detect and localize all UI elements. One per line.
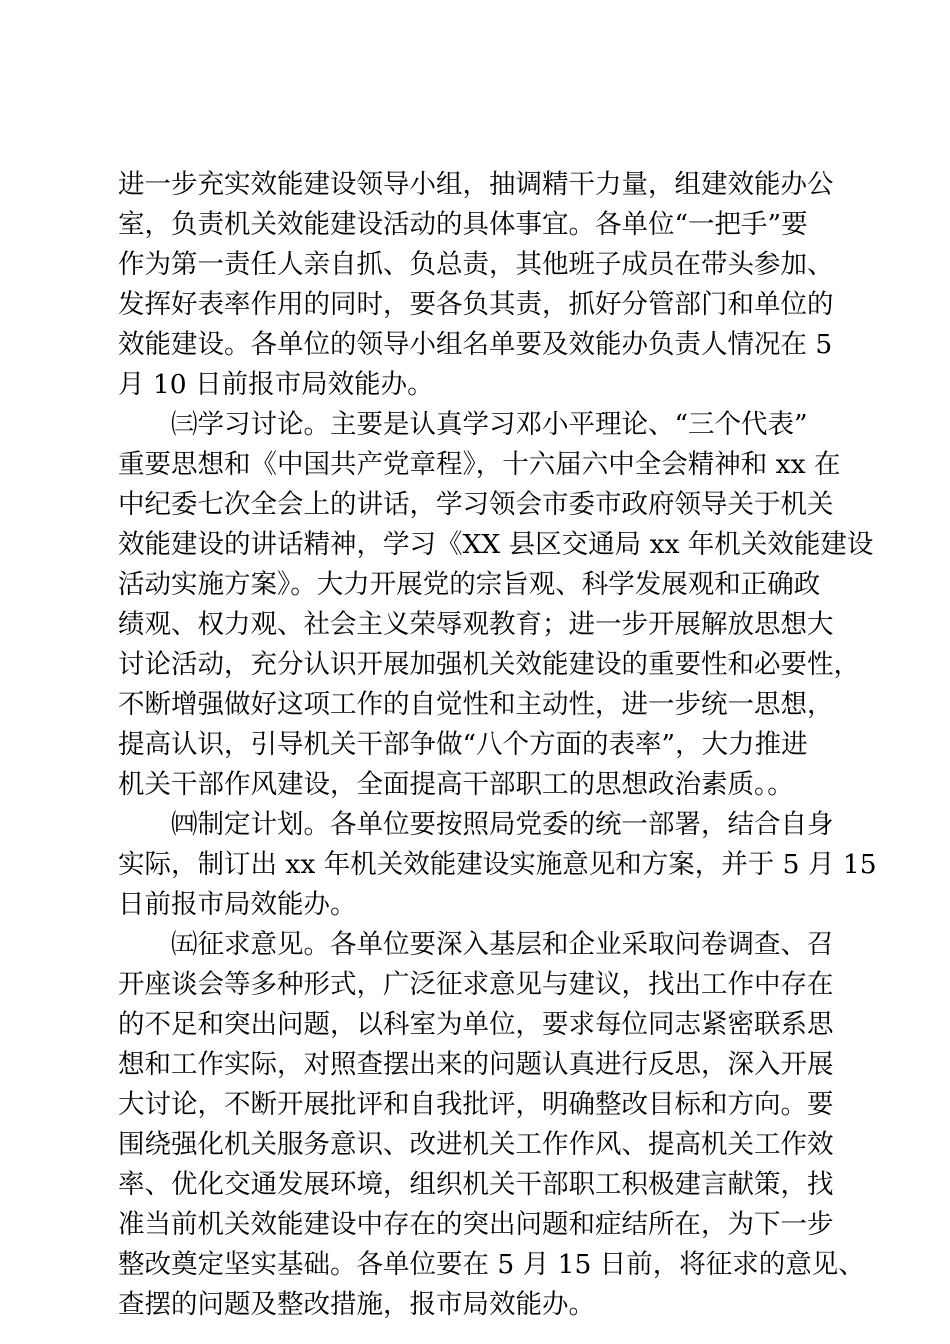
- text-line: 发挥好表率作用的同时，要各负其责，抓好分管部门和单位的: [118, 289, 834, 320]
- text-line: 月 10 日前报市局效能办。: [118, 369, 434, 400]
- text-line: 围绕强化机关服务意识、改进机关工作作风、提高机关工作效: [118, 1129, 834, 1160]
- text-line: 绩观、权力观、社会主义荣辱观教育；进一步开展解放思想大: [118, 609, 834, 640]
- text-line: 讨论活动，充分认识开展加强机关效能建设的重要性和必要性，: [118, 649, 860, 680]
- text-line: 效能建设。各单位的领导小组名单要及效能办负责人情况在 5: [118, 329, 833, 360]
- text-line: 的不足和突出问题，以科室为单位，要求每位同志紧密联系思: [118, 1009, 834, 1040]
- text-line: 效能建设的讲话精神，学习《XX 县区交通局 xx 年机关效能建设: [118, 529, 874, 560]
- text-line: 机关干部作风建设，全面提高干部职工的思想政治素质。。: [118, 769, 794, 800]
- text-line: 准当前机关效能建设中存在的突出问题和症结所在，为下一步: [118, 1209, 834, 1240]
- text-line: 作为第一责任人亲自抓、负总责，其他班子成员在带头参加、: [118, 249, 834, 280]
- text-line: ㈢学习讨论。主要是认真学习邓小平理论、“三个代表”: [118, 409, 808, 440]
- text-line: 整改奠定坚实基础。各单位要在 5 月 15 日前，将征求的意见、: [118, 1249, 865, 1280]
- text-line: 率、优化交通发展环境，组织机关干部职工积极建言献策，找: [118, 1169, 834, 1200]
- text-line: 室，负责机关效能建设活动的具体事宜。各单位“一把手”要: [118, 209, 808, 240]
- text-line: 活动实施方案》。大力开展党的宗旨观、科学发展观和正确政: [118, 569, 821, 600]
- text-line: 重要思想和《中国共产党章程》，十六届六中全会精神和 xx 在: [118, 449, 841, 480]
- text-line: 不断增强做好这项工作的自觉性和主动性，进一步统一思想，: [118, 689, 834, 720]
- text-line: 中纪委七次全会上的讲话，学习领会市委市政府领导关于机关: [118, 489, 834, 520]
- text-line: 开座谈会等多种形式，广泛征求意见与建议，找出工作中存在: [118, 969, 834, 1000]
- text-line: 日前报市局效能办。: [118, 889, 357, 920]
- text-line: 想和工作实际，对照查摆出来的问题认真进行反思，深入开展: [118, 1049, 834, 1080]
- text-line: ㈤征求意见。各单位要深入基层和企业采取问卷调查、召: [118, 929, 834, 960]
- text-line: 提高认识，引导机关干部争做“八个方面的表率”，大力推进: [118, 729, 808, 760]
- text-line: 查摆的问题及整改措施，报市局效能办。: [118, 1289, 595, 1320]
- text-line: 实际，制订出 xx 年机关效能建设实施意见和方案，并于 5 月 15: [118, 849, 877, 880]
- text-line: ㈣制定计划。各单位要按照局党委的统一部署，结合自身: [118, 809, 834, 840]
- text-line: 进一步充实效能建设领导小组，抽调精干力量，组建效能办公: [118, 169, 834, 200]
- text-line: 大讨论，不断开展批评和自我批评，明确整改目标和方向。要: [118, 1089, 834, 1120]
